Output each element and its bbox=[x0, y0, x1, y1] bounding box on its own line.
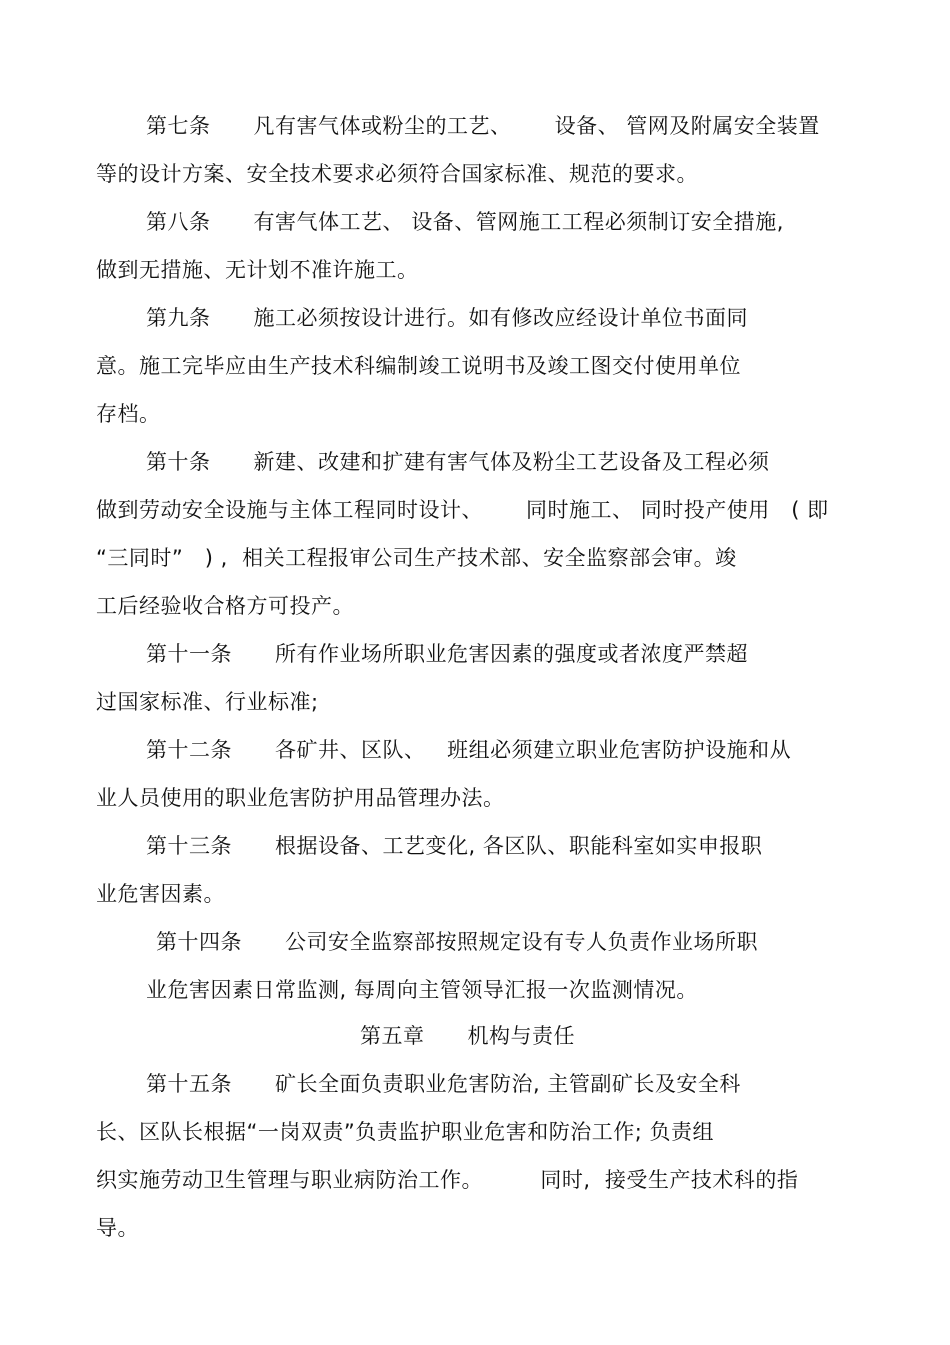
article-10-line-3: “三同时” ) , 相关工程报审公司生产技术部、安全监察部会审。竣 bbox=[96, 546, 737, 570]
article-8-line-1: 第八条 有害气体工艺、 设备、管网施工工程必须制订安全措施, bbox=[146, 210, 784, 234]
chapter-5-heading: 第五章 机构与责任 bbox=[360, 1024, 576, 1048]
article-9-line-3: 存档。 bbox=[96, 402, 161, 426]
article-12-line-2: 业人员使用的职业危害防护用品管理办法。 bbox=[96, 786, 505, 810]
article-8-line-2: 做到无措施、无计划不准许施工。 bbox=[96, 258, 419, 282]
article-9-line-2: 意。施工完毕应由生产技术科编制竣工说明书及竣工图交付使用单位 bbox=[96, 354, 741, 378]
article-13-line-1: 第十三条 根据设备、工艺变化, 各区队、职能科室如实申报职 bbox=[146, 834, 763, 858]
article-12-line-1: 第十二条 各矿井、区队、 班组必须建立职业危害防护设施和从 bbox=[146, 738, 792, 762]
article-13-line-2: 业危害因素。 bbox=[96, 882, 225, 906]
article-11-line-2: 过国家标准、行业标准; bbox=[96, 690, 319, 714]
article-15-line-2: 长、区队长根据“一岗双责”负责监护职业危害和防治工作; 负责组 bbox=[96, 1120, 715, 1144]
article-15-line-4: 导。 bbox=[96, 1216, 139, 1240]
article-7-line-2: 等的设计方案、安全技术要求必须符合国家标准、规范的要求。 bbox=[96, 162, 698, 186]
article-11-line-1: 第十一条 所有作业场所职业危害因素的强度或者浓度严禁超 bbox=[146, 642, 749, 666]
article-14-line-2: 业危害因素日常监测, 每周向主管领导汇报一次监测情况。 bbox=[146, 978, 698, 1002]
article-14-line-1: 第十四条 公司安全监察部按照规定设有专人负责作业场所职 bbox=[156, 930, 759, 954]
article-10-line-1: 第十条 新建、改建和扩建有害气体及粉尘工艺设备及工程必须 bbox=[146, 450, 770, 474]
article-7-line-1: 第七条 凡有害气体或粉尘的工艺、 设备、 管网及附属安全装置 bbox=[146, 114, 820, 138]
article-10-line-2: 做到劳动安全设施与主体工程同时设计、 同时施工、 同时投产使用 ( 即 bbox=[96, 498, 829, 522]
article-10-line-4: 工后经验收合格方可投产。 bbox=[96, 594, 354, 618]
article-9-line-1: 第九条 施工必须按设计进行。如有修改应经设计单位书面同 bbox=[146, 306, 749, 330]
article-15-line-1: 第十五条 矿长全面负责职业危害防治, 主管副矿长及安全科 bbox=[146, 1072, 741, 1096]
article-15-line-3: 织实施劳动卫生管理与职业病防治工作。 同时, 接受生产技术科的指 bbox=[96, 1168, 799, 1192]
